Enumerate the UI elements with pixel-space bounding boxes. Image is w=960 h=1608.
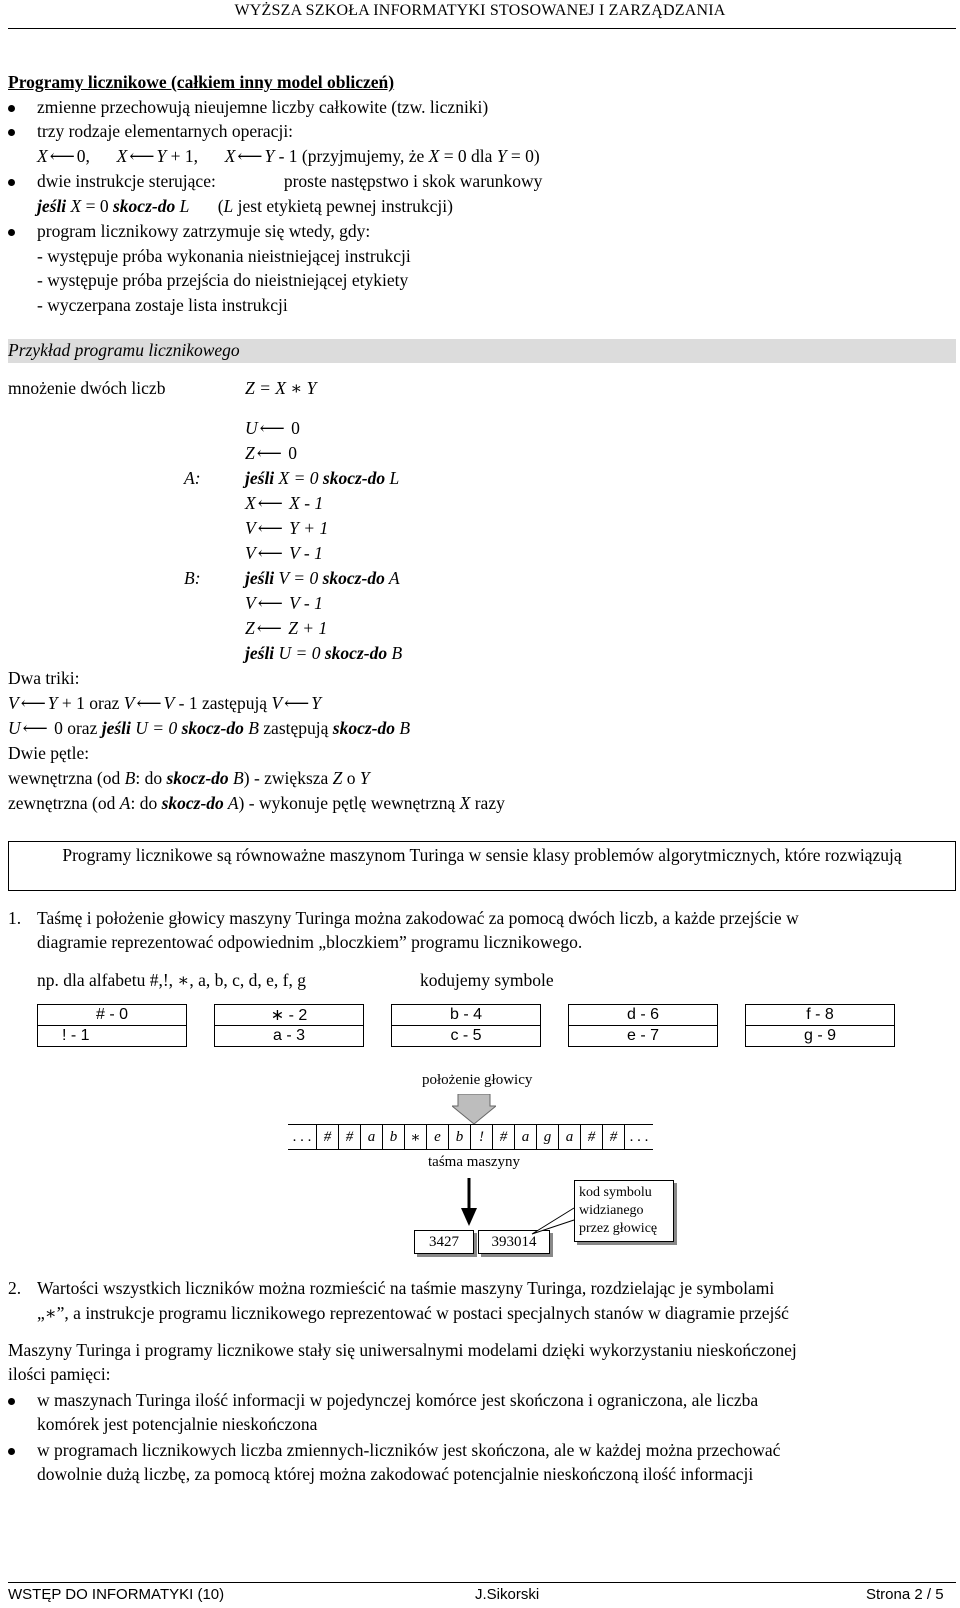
bullet-continuation: dowolnie dużą liczbę, za pomocą której można zakodować potencjalnie nieskończoną ilość informacji [37,1464,754,1484]
example-formula: Z = X ∗ Y [245,378,317,398]
code-cell: c - 5 [392,1026,541,1047]
var: V [163,693,175,713]
footer-rule [8,1582,956,1583]
var: X [224,146,236,166]
keyword: jeśli [245,568,275,588]
tape-cell: b [383,1125,405,1150]
code-line [245,568,400,589]
closing-text: Maszyny Turinga i programy licznikowe stały się uniwersalnymi modelami dzięki wykorzystaniu nieskończonej [8,1340,797,1360]
var: X [37,146,48,166]
arrow-icon: ⟵ [257,543,283,563]
var: V [245,543,256,563]
text: Y + 1 [289,518,329,538]
text: - 1 zastępują [174,693,272,713]
tape-label: taśma maszyny [428,1154,521,1170]
var: A [119,793,131,813]
head-code-number: 393014 [478,1230,550,1254]
arrow-icon: ⟵ [257,593,283,613]
var: Y [264,146,275,166]
var: Z [332,768,343,788]
code-line [245,518,328,539]
var: X [459,793,471,813]
var: X [66,196,82,216]
tape-cell: ∗ [405,1125,427,1150]
text: ( [217,196,224,216]
point-text: Taśmę i położenie głowicy maszyny Turinga można zakodować za pomocą dwóch liczb, a każde przejście w [37,908,799,928]
point-text: Wartości wszystkich liczników można rozmieścić na taśmie maszyny Turinga, rozdzielając je symbolami [37,1278,775,1298]
var: V [245,593,256,613]
down-arrow-icon [461,1178,477,1226]
var: B [124,768,136,788]
arrow-icon: ⟵ [256,443,282,463]
var: Y [359,768,370,788]
text: 0 oraz [49,718,102,738]
code-cell: g - 9 [746,1026,895,1047]
code-table [568,1004,718,1047]
page-header: WYŻSZA SZKOŁA INFORMATYKI STOSOWANEJ I ZARZĄDZANIA [234,2,726,19]
var: X [245,493,256,513]
text: zastępują [258,718,333,738]
text: + 1 oraz [57,693,124,713]
trick-line [8,718,410,739]
keyword: skocz-do [322,468,386,488]
tape-cell: g [537,1125,559,1150]
var: X [116,146,128,166]
code-line [245,543,323,564]
alphabet-line: np. dla alfabetu #,!, ∗, a, b, c, d, e, f, g [37,970,306,990]
example-label: mnożenie dwóch liczb [8,378,166,398]
code-cell: f - 8 [746,1005,895,1026]
code-cell: e - 7 [569,1026,718,1047]
equivalence-box: Programy licznikowe są równoważne maszynom Turinga w sensie klasy problemów algorytmicznych, które rozwiązują [8,841,956,891]
arrow-icon: ⟵ [49,146,75,166]
var: U [8,718,21,738]
arrow-icon: ⟵ [136,693,162,713]
var: X [428,146,440,166]
var: B [387,643,403,663]
var: L [385,468,400,488]
keyword: jeśli [245,643,275,663]
loop-line [8,793,505,814]
tape-cell: b [449,1125,471,1150]
label-b: B: [184,568,201,588]
operations-line [37,146,540,167]
var: A [384,568,400,588]
code-table [745,1004,895,1047]
code-table [37,1004,187,1047]
var: Z [245,618,255,638]
keyword: skocz-do [324,643,388,663]
text: 0 [291,418,300,438]
tape-cell: # [493,1125,515,1150]
code-line [245,468,399,489]
text: X = 0 [274,468,323,488]
tape-cell: # [603,1125,625,1150]
stop-condition: - wyczerpana zostaje lista instrukcji [37,295,288,315]
tape [288,1124,653,1150]
tape-cell: # [581,1125,603,1150]
code-line [245,643,402,664]
code-table [391,1004,541,1047]
var: L [175,196,190,216]
tricks-title: Dwa triki: [8,668,80,688]
arrow-icon: ⟵ [237,146,263,166]
loop-line [8,768,370,789]
var: V [8,693,19,713]
bullet-item: w programach licznikowych liczba zmiennych-liczników jest skończona, ale w każdej można przechować [37,1440,781,1460]
var: Z [245,443,255,463]
op-text: + 1, [166,146,198,166]
text: : do [135,768,167,788]
bullet-item: program licznikowy zatrzymuje się wtedy, gdy: [37,221,371,241]
var: L [223,196,234,216]
point-number: 2. [8,1278,22,1298]
tape-code-number: 3427 [414,1230,474,1254]
keyword: jeśli [245,468,275,488]
bullet-item: w maszynach Turinga ilość informacji w pojedynczej komórce jest skończona i ograniczona, ale liczba [37,1390,759,1410]
keyword: skocz-do [161,793,224,813]
op-text: - 1 (przyjmujemy, że [274,146,429,166]
code-line [245,593,323,614]
text: = 0 [81,196,113,216]
arrow-icon: ⟵ [284,693,310,713]
keyword: jeśli [37,196,67,216]
text: U = 0 [130,718,182,738]
stop-condition: - występuje próba przejścia do nieistniejącej etykiety [37,270,409,290]
arrow-icon: ⟵ [257,518,283,538]
var: A [223,793,239,813]
arrow-icon: ⟵ [256,618,282,638]
code-cell: # - 0 [38,1005,187,1026]
var: Y [156,146,167,166]
keyword: skocz-do [322,568,385,588]
tape-cell: a [559,1125,581,1150]
var: V [123,693,135,713]
text: U = 0 [274,643,325,663]
var: Y [311,693,321,713]
arrow-icon: ⟵ [20,693,46,713]
tape-ellipsis: . . . [625,1125,654,1150]
point-text: „∗”, a instrukcje programu licznikowego reprezentować w postaci specjalnych stanów w diagramie przejść [37,1303,789,1323]
text: V - 1 [289,593,323,613]
text: zewnętrzna (od [8,793,120,813]
tape-cell: ! [471,1125,493,1150]
keyword: jeśli [101,718,131,738]
code-cell: ! - 1 [38,1026,187,1047]
text: wewnętrzna (od [8,768,125,788]
text: V = 0 [274,568,323,588]
closing-text: ilości pamięci: [8,1364,111,1384]
head-position-label: położenie głowicy [422,1072,533,1088]
code-cell: b - 4 [392,1005,541,1026]
callout-pointer [530,1206,576,1236]
arrow-icon: ⟵ [259,418,285,438]
tape-cell: # [317,1125,339,1150]
code-note-box: kod symbolu widzianego przez głowicę [574,1180,674,1242]
text: X - 1 [289,493,324,513]
var: V [245,518,256,538]
code-table [214,1004,364,1047]
var: B [243,718,259,738]
keyword: skocz-do [113,196,176,216]
arrow-icon: ⟵ [22,718,48,738]
point-text: diagramie reprezentować odpowiednim „bloczkiem” programu licznikowego. [37,932,583,952]
encode-label: kodujemy symbole [420,970,554,990]
jump-instruction [37,196,453,217]
tape-ellipsis: . . . [288,1125,317,1150]
var: U [245,418,258,438]
var: B [228,768,244,788]
bullet-text: proste następstwo i skok warunkowy [283,171,543,191]
tape-cell: # [339,1125,361,1150]
var: Y [47,693,58,713]
tape-cell: a [515,1125,537,1150]
text: : do [130,793,162,813]
code-line [245,493,323,514]
bullet-text: dwie instrukcje sterujące: [37,171,216,191]
text: ) - wykonuje pętlę wewnętrzną [238,793,460,813]
text: Z + 1 [288,618,328,638]
text: 0 [288,443,297,463]
code-cell: a - 3 [215,1026,364,1047]
bullet-item: trzy rodzaje elementarnych operacji: [37,121,294,141]
code-cell: d - 6 [569,1005,718,1026]
text: razy [470,793,505,813]
bullet-continuation: komórek jest potencjalnie nieskończona [37,1414,318,1434]
tape-cell: e [427,1125,449,1150]
text: o [342,768,360,788]
footer-author: J.Sikorski [475,1586,540,1603]
tape-cell: a [361,1125,383,1150]
text: jest etykietą pewnej instrukcji) [233,196,453,216]
op-text: = 0 dla [439,146,497,166]
code-line [245,418,300,439]
label-a: A: [184,468,201,488]
arrow-icon: ⟵ [129,146,155,166]
text: V - 1 [289,543,323,563]
header-rule [8,28,956,29]
var: B [394,718,411,738]
head-arrow-icon [452,1094,496,1124]
point-number: 1. [8,908,22,928]
keyword: skocz-do [332,718,395,738]
footer-course: WSTĘP DO INFORMATYKI (10) [8,1586,225,1603]
keyword: skocz-do [166,768,229,788]
text: ) - zwiększa [243,768,333,788]
code-line [245,618,327,639]
op-text: 0, [76,146,90,166]
trick-line [8,693,321,714]
arrow-icon: ⟵ [257,493,283,513]
code-line [245,443,297,464]
code-cell: ∗ - 2 [215,1005,364,1026]
op-text: = 0) [506,146,540,166]
bullet-item: zmienne przechowują nieujemne liczby całkowite (tzw. liczniki) [37,97,489,117]
loops-title: Dwie pętle: [8,743,90,763]
var: Y [496,146,507,166]
keyword: skocz-do [181,718,244,738]
example-title: Przykład programu licznikowego [8,340,240,360]
footer-page: Strona 2 / 5 [866,1586,944,1603]
section-title: Programy licznikowe (całkiem inny model obliczeń) [8,72,395,92]
stop-condition: - występuje próba wykonania nieistniejącej instrukcji [37,246,411,266]
bullet-item [37,171,542,192]
var: V [271,693,283,713]
